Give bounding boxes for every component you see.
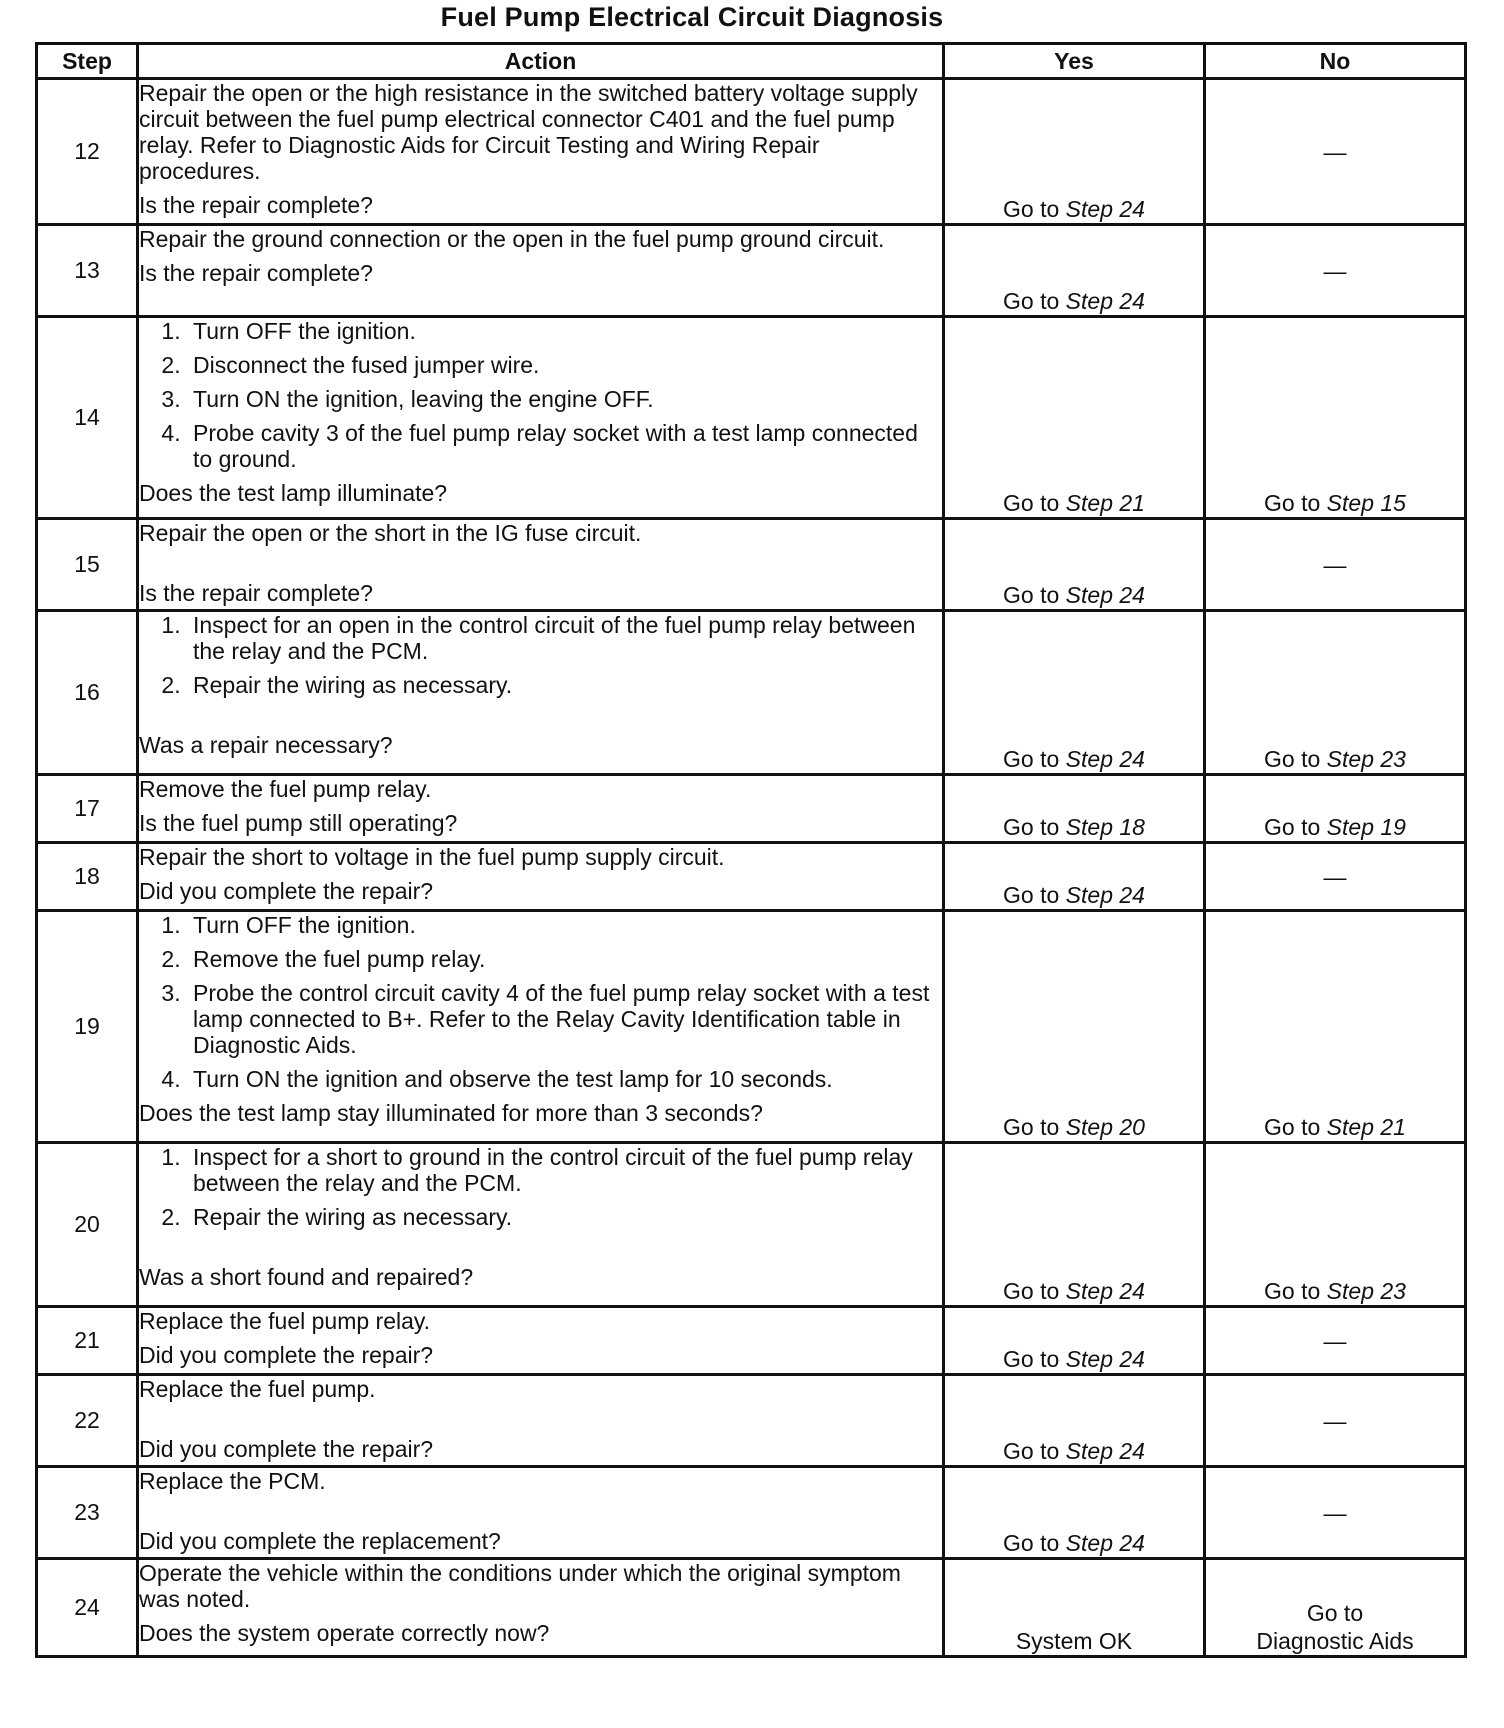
- action-cell: [138, 1375, 944, 1467]
- no-action-dash: —: [1323, 138, 1347, 165]
- yes-outcome: [944, 843, 1205, 911]
- table-row: [37, 1307, 1466, 1375]
- step-reference: Step 24: [1065, 882, 1145, 908]
- go-to-label: Go to: [1264, 1114, 1321, 1140]
- yes-outcome: [944, 611, 1205, 775]
- header-action: Action: [138, 44, 944, 79]
- no-action-dash: —: [1323, 1327, 1347, 1354]
- action-cell: [138, 1559, 944, 1657]
- action-step-item: 4. Probe cavity 3 of the fuel pump relay socket with a test lamp connected to ground.: [187, 420, 942, 472]
- no-outcome: [1205, 519, 1466, 611]
- action-step-item: 1. Turn OFF the ignition.: [187, 912, 942, 938]
- action-question: Was a repair necessary?: [139, 732, 393, 758]
- no-action-dash: —: [1323, 1499, 1347, 1526]
- action-step-item: 1. Inspect for an open in the control circuit of the fuel pump relay between the relay and the PCM.: [187, 612, 942, 664]
- no-outcome: [1205, 911, 1466, 1143]
- go-to-label: Go to: [1264, 746, 1321, 772]
- action-cell: [138, 317, 944, 519]
- step-number: 15: [37, 519, 138, 611]
- header-step: Step: [37, 44, 138, 79]
- action-text: Repair the open or the short in the IG fuse circuit.: [139, 520, 642, 546]
- step-reference: Step 18: [1065, 814, 1145, 840]
- action-question: Is the repair complete?: [139, 580, 373, 606]
- action-step-item: 3. Probe the control circuit cavity 4 of the fuel pump relay socket with a test lamp connected to B+. Refer to the Relay Cavity Identification table in Diagnostic Aids.: [187, 980, 942, 1058]
- step-reference: Step 19: [1326, 814, 1406, 840]
- action-cell: [138, 1467, 944, 1559]
- action-text: Repair the short to voltage in the fuel pump supply circuit.: [139, 844, 725, 870]
- table-row: [37, 911, 1466, 1143]
- go-to-label: Go to: [1003, 1530, 1060, 1556]
- no-outcome: [1205, 843, 1466, 911]
- action-text: Repair the open or the high resistance in the switched battery voltage supply circuit between the fuel pump electrical connector C401 and the fuel pump relay. Refer to Diagnostic Aids for Circuit Testing and Wiring Repair procedures.: [139, 80, 918, 184]
- go-to-label: Go to: [1003, 582, 1060, 608]
- action-question: Did you complete the repair?: [139, 878, 434, 904]
- step-number: 13: [37, 225, 138, 317]
- action-text: Replace the fuel pump relay.: [139, 1308, 431, 1334]
- yes-outcome: [944, 775, 1205, 843]
- step-reference: Step 21: [1326, 1114, 1406, 1140]
- step-reference: Step 24: [1065, 582, 1145, 608]
- no-outcome: [1205, 1559, 1466, 1657]
- action-cell: [138, 775, 944, 843]
- step-number: 14: [37, 317, 138, 519]
- action-question: Is the fuel pump still operating?: [139, 810, 458, 836]
- action-text: Repair the ground connection or the open in the fuel pump ground circuit.: [139, 226, 885, 252]
- header-yes: Yes: [944, 44, 1205, 79]
- go-to-label: Go to: [1264, 490, 1321, 516]
- go-to-label: Go to: [1003, 288, 1060, 314]
- action-steps-list: [139, 1144, 942, 1230]
- yes-outcome: [944, 1307, 1205, 1375]
- no-outcome: [1205, 775, 1466, 843]
- step-reference: Step 21: [1065, 490, 1145, 516]
- step-number: 18: [37, 843, 138, 911]
- step-reference: Step 24: [1065, 1438, 1145, 1464]
- go-to-label: Go to: [1003, 746, 1060, 772]
- action-cell: [138, 611, 944, 775]
- page-title: Fuel Pump Electrical Circuit Diagnosis: [440, 2, 944, 32]
- go-to-label: Go to: [1264, 1278, 1321, 1304]
- action-text: Replace the PCM.: [139, 1468, 326, 1494]
- diagnosis-table: [35, 42, 1467, 1658]
- go-to-label: Go to: [1003, 1438, 1060, 1464]
- table-header-row: [37, 44, 1466, 79]
- no-outcome: [1205, 1307, 1466, 1375]
- action-step-item: 1. Turn OFF the ignition.: [187, 318, 942, 344]
- action-cell: [138, 911, 944, 1143]
- action-question: Does the system operate correctly now?: [139, 1620, 550, 1646]
- go-to-label: Go to: [1003, 1278, 1060, 1304]
- action-step-item: 2. Repair the wiring as necessary.: [187, 672, 942, 698]
- action-cell: [138, 519, 944, 611]
- action-question: Is the repair complete?: [139, 260, 373, 286]
- no-action-dash: —: [1323, 1407, 1347, 1434]
- action-text: Remove the fuel pump relay.: [139, 776, 432, 802]
- go-to-label: Go to: [1264, 814, 1321, 840]
- action-text: Replace the fuel pump.: [139, 1376, 376, 1402]
- go-to-label: Go to: [1003, 1346, 1060, 1372]
- step-reference: Step 23: [1326, 746, 1406, 772]
- table-row: [37, 611, 1466, 775]
- action-cell: [138, 1307, 944, 1375]
- step-reference: Step 24: [1065, 1346, 1145, 1372]
- step-number: 24: [37, 1559, 138, 1657]
- action-question: Was a short found and repaired?: [139, 1264, 474, 1290]
- yes-outcome: [944, 1559, 1205, 1657]
- step-number: 22: [37, 1375, 138, 1467]
- table-row: [37, 1559, 1466, 1657]
- action-step-item: 2. Repair the wiring as necessary.: [187, 1204, 942, 1230]
- no-outcome: [1205, 79, 1466, 225]
- step-reference: Step 24: [1065, 1530, 1145, 1556]
- go-to-label: Go to: [1003, 814, 1060, 840]
- table-row: [37, 519, 1466, 611]
- yes-outcome: [944, 1143, 1205, 1307]
- action-step-item: 4. Turn ON the ignition and observe the test lamp for 10 seconds.: [187, 1066, 942, 1092]
- no-outcome: [1205, 1375, 1466, 1467]
- action-question: Is the repair complete?: [139, 192, 373, 218]
- yes-outcome: [944, 519, 1205, 611]
- yes-outcome: [944, 225, 1205, 317]
- table-row: [37, 225, 1466, 317]
- action-cell: [138, 79, 944, 225]
- action-question: Did you complete the replacement?: [139, 1528, 501, 1554]
- no-action-dash: —: [1323, 863, 1347, 890]
- action-steps-list: [139, 912, 942, 1092]
- table-row: [37, 843, 1466, 911]
- action-step-item: 2. Disconnect the fused jumper wire.: [187, 352, 942, 378]
- table-row: [37, 775, 1466, 843]
- go-to-label: Go to: [1003, 196, 1060, 222]
- action-steps-list: [139, 612, 942, 698]
- action-step-item: 2. Remove the fuel pump relay.: [187, 946, 942, 972]
- action-question: Does the test lamp stay illuminated for more than 3 seconds?: [139, 1100, 763, 1126]
- yes-outcome-text: System OK: [1015, 1628, 1133, 1654]
- no-outcome: [1205, 317, 1466, 519]
- go-to-label: Go to: [1003, 490, 1060, 516]
- step-reference: Step 24: [1065, 288, 1145, 314]
- step-reference: Step 24: [1065, 196, 1145, 222]
- action-text: Operate the vehicle within the conditions under which the original symptom was noted.: [139, 1560, 901, 1612]
- table-row: [37, 1467, 1466, 1559]
- step-number: 23: [37, 1467, 138, 1559]
- action-question: Did you complete the repair?: [139, 1436, 434, 1462]
- action-steps-list: [139, 318, 942, 472]
- step-number: 19: [37, 911, 138, 1143]
- action-cell: [138, 225, 944, 317]
- step-reference: Step 24: [1065, 1278, 1145, 1304]
- step-number: 20: [37, 1143, 138, 1307]
- go-to-label: Go to: [1003, 882, 1060, 908]
- step-number: 21: [37, 1307, 138, 1375]
- action-cell: [138, 843, 944, 911]
- no-outcome: [1205, 225, 1466, 317]
- table-row: [37, 1375, 1466, 1467]
- table-row: [37, 317, 1466, 519]
- action-step-item: 1. Inspect for a short to ground in the control circuit of the fuel pump relay between the relay and the PCM.: [187, 1144, 942, 1196]
- yes-outcome: [944, 79, 1205, 225]
- yes-outcome: [944, 911, 1205, 1143]
- go-to-label: Go to: [1003, 1114, 1060, 1140]
- step-reference: Step 24: [1065, 746, 1145, 772]
- action-question: Did you complete the repair?: [139, 1342, 434, 1368]
- step-reference: Step 20: [1065, 1114, 1145, 1140]
- no-action-dash: —: [1323, 551, 1347, 578]
- no-outcome: [1205, 1143, 1466, 1307]
- yes-outcome: [944, 1467, 1205, 1559]
- no-outcome: [1205, 1467, 1466, 1559]
- yes-outcome: [944, 1375, 1205, 1467]
- action-step-item: 3. Turn ON the ignition, leaving the engine OFF.: [187, 386, 942, 412]
- table-row: [37, 1143, 1466, 1307]
- step-number: 16: [37, 611, 138, 775]
- step-number: 12: [37, 79, 138, 225]
- no-outcome: [1205, 611, 1466, 775]
- action-cell: [138, 1143, 944, 1307]
- table-row: [37, 79, 1466, 225]
- header-no: No: [1205, 44, 1466, 79]
- no-action-dash: —: [1323, 257, 1347, 284]
- yes-outcome: [944, 317, 1205, 519]
- step-number: 17: [37, 775, 138, 843]
- step-reference: Step 15: [1326, 490, 1406, 516]
- step-reference: Step 23: [1326, 1278, 1406, 1304]
- no-outcome-text: Go to Diagnostic Aids: [1256, 1600, 1414, 1654]
- action-question: Does the test lamp illuminate?: [139, 480, 448, 506]
